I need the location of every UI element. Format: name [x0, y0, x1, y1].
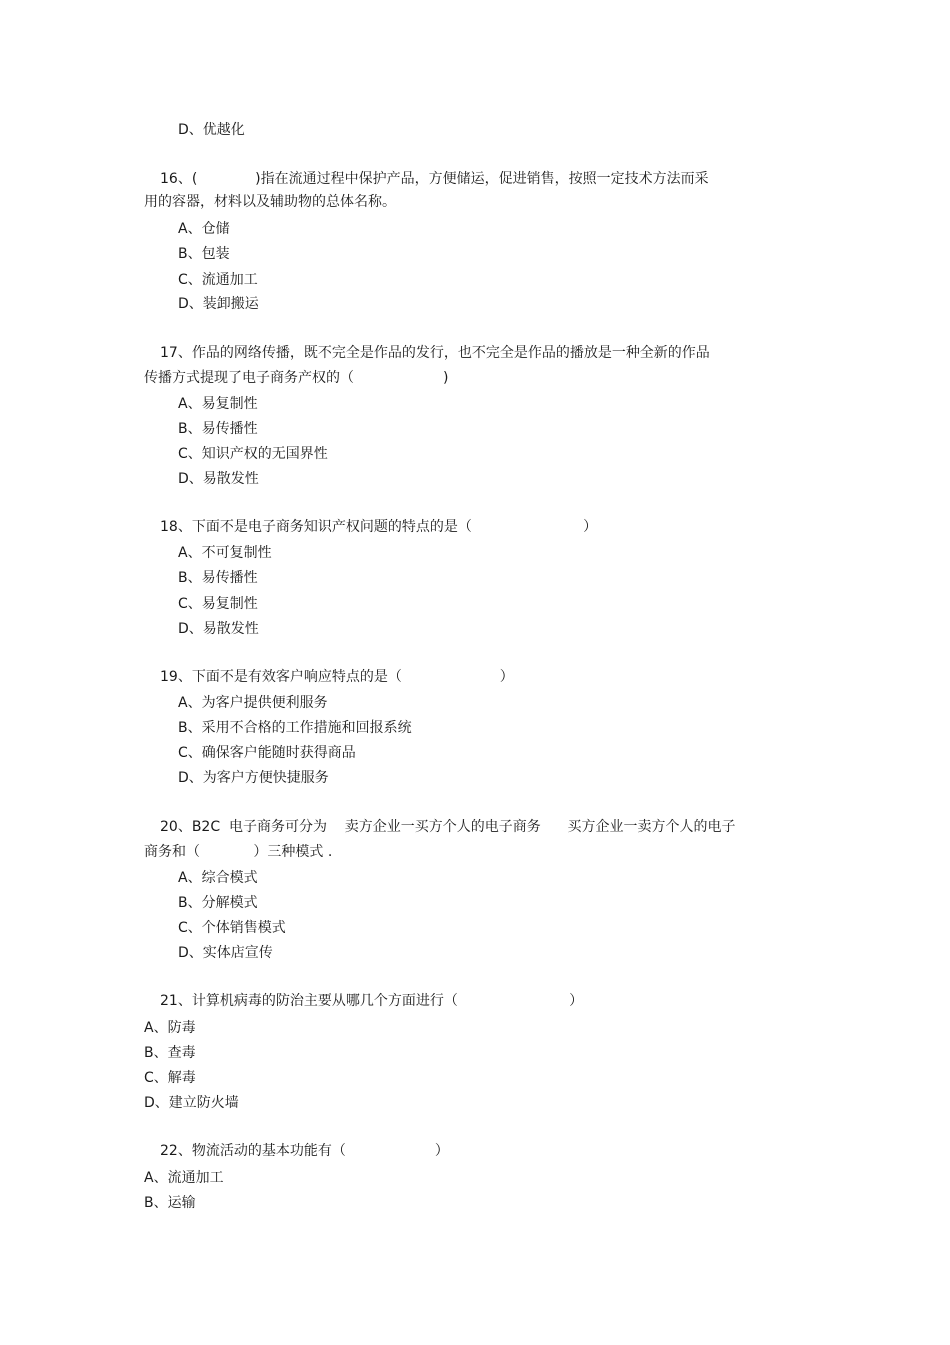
question-17-option-d: D、易散发性 — [178, 471, 259, 487]
question-22-option-b: B、运输 — [144, 1195, 196, 1211]
question-16-text-line2: 用的容器，材料以及辅助物的总体名称。 — [144, 194, 396, 210]
question-21-option-a: A、防毒 — [144, 1020, 196, 1036]
question-16-text-line1: 16、( )指在流通过程中保护产品，方便储运，促进销售，按照一定技术方法而采 — [160, 171, 709, 187]
question-16-option-a: A、仓储 — [178, 221, 230, 237]
question-17-text-line1: 17、作品的网络传播，既不完全是作品的发行，也不完全是作品的播放是一种全新的作品 — [160, 345, 710, 361]
question-20-option-d: D、实体店宣传 — [178, 945, 273, 961]
question-16-option-d: D、装卸搬运 — [178, 296, 259, 312]
question-18-option-d: D、易散发性 — [178, 621, 259, 637]
question-17-option-b: B、易传播性 — [178, 421, 258, 437]
question-21-option-c: C、解毒 — [144, 1070, 196, 1086]
question-20-text-line1: 20、B2C 电子商务可分为 卖方企业一买方个人的电子商务 买方企业一卖方个人的电子 — [160, 819, 736, 835]
question-20-option-b: B、分解模式 — [178, 895, 258, 911]
question-17-text-line2: 传播方式提现了电子商务产权的（ ) — [144, 370, 449, 386]
question-18-option-c: C、易复制性 — [178, 596, 258, 612]
question-18-option-b: B、易传播性 — [178, 570, 258, 586]
question-19-option-c: C、确保客户能随时获得商品 — [178, 745, 356, 761]
question-20-text-line2: 商务和（ ）三种模式 . — [144, 844, 333, 860]
question-21-option-d: D、建立防火墙 — [144, 1095, 239, 1111]
question-17-option-c: C、知识产权的无国界性 — [178, 446, 328, 462]
question-19-option-b: B、采用不合格的工作措施和回报系统 — [178, 720, 412, 736]
question-19-option-d: D、为客户方便快捷服务 — [178, 770, 329, 786]
question-19-text: 19、下面不是有效客户响应特点的是（ ） — [160, 669, 514, 685]
question-21-option-b: B、查毒 — [144, 1045, 196, 1061]
question-16-option-b: B、包装 — [178, 246, 230, 262]
question-18-option-a: A、不可复制性 — [178, 545, 272, 561]
question-18-text: 18、下面不是电子商务知识产权问题的特点的是（ ） — [160, 519, 598, 535]
question-22-text: 22、物流活动的基本功能有（ ） — [160, 1143, 449, 1159]
question-17-option-a: A、易复制性 — [178, 396, 258, 412]
question-21-text: 21、计算机病毒的防治主要从哪几个方面进行（ ） — [160, 993, 584, 1009]
question-16-option-c: C、流通加工 — [178, 272, 258, 288]
previous-question-option-d: D、优越化 — [178, 122, 245, 138]
question-19-option-a: A、为客户提供便利服务 — [178, 695, 328, 711]
question-20-option-c: C、个体销售模式 — [178, 920, 286, 936]
question-20-option-a: A、综合模式 — [178, 870, 258, 886]
question-22-option-a: A、流通加工 — [144, 1170, 224, 1186]
